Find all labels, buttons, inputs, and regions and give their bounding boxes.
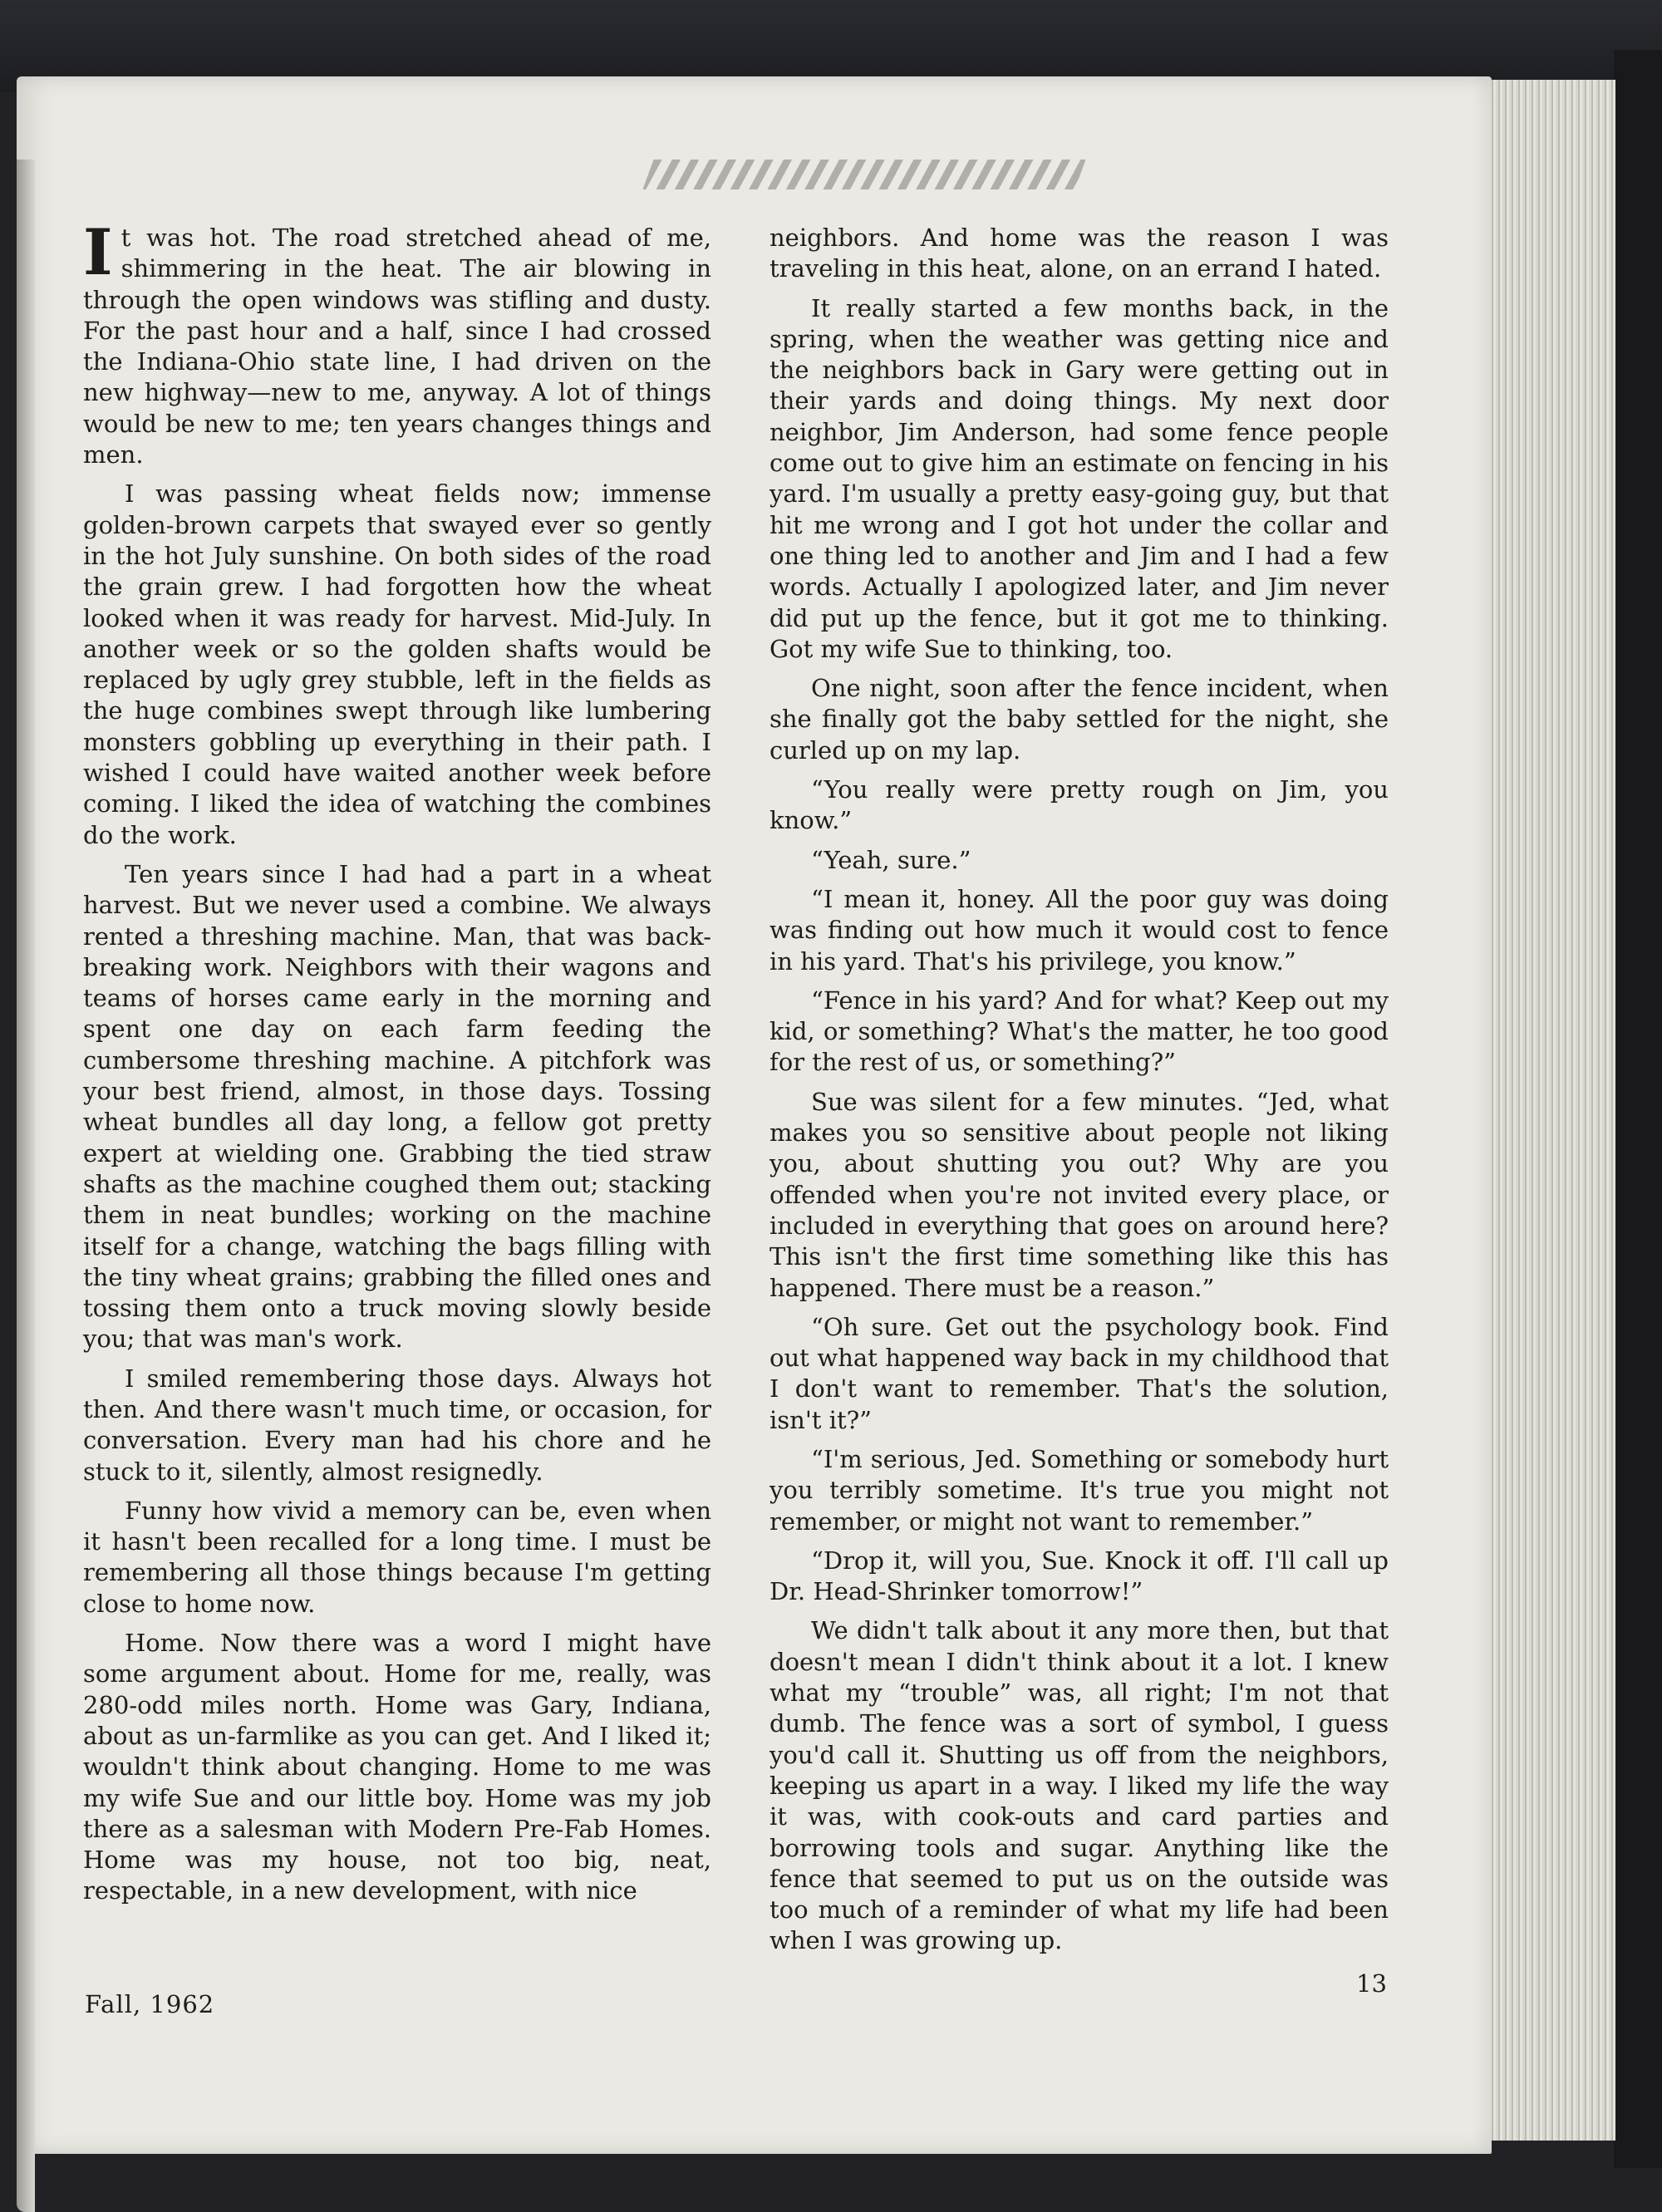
page-stack-edge: [1481, 80, 1615, 2141]
left-text-column: [83, 215, 711, 1915]
paragraph: Funny how vivid a memory can be, even when it hasn't been recalled for a long time. I must be remembering all those things because I'm getting close to home now.: [83, 1496, 711, 1618]
paragraph: “Drop it, will you, Sue. Knock it off. I'll call up Dr. Head-Shrinker tomorrow!”: [770, 1546, 1389, 1606]
drop-cap: I: [83, 215, 113, 289]
paragraph: “I mean it, honey. All the poor guy was doing was finding out how much it would cost to fence in his yard. That's his privilege, you know.”: [770, 884, 1389, 976]
paragraph: Ten years since I had had a part in a wheat harvest. But we never used a combine. We always rented a threshing machine. Man, that was back-breaking work. Neighbors with their wagons and teams of horses came early in the morning and spent one day on each farm feeding the cumbersome threshing machine. A pitchfork was your best friend, almost, in those days. Tossing wheat bundles all day long, a fellow got pretty expert at wielding one. Grabbing the tied straw shafts as the machine coughed them out; stacking them in neat bundles; working on the machine itself for a change, watching the bags filling with the tiny wheat grains; grabbing the filled ones and tossing them onto a truck moving slowly beside you; that was man's work.: [83, 859, 711, 1354]
issue-footer: Fall, 1962: [85, 1990, 215, 2018]
paragraph: neighbors. And home was the reason I was traveling in this heat, alone, on an errand I hated.: [770, 224, 1389, 283]
page-left-curl: [17, 160, 35, 2212]
paragraph: “I'm serious, Jed. Something or somebody hurt you terribly sometime. It's true you might not remember, or might not want to remember.”: [770, 1444, 1389, 1536]
page-number: 13: [1356, 1969, 1387, 1998]
paragraph: “Yeah, sure.”: [811, 845, 971, 874]
paragraph: Sue was silent for a few minutes. “Jed, what makes you so sensitive about people not liking you, about shutting you out? Why are you offended when you're not invited every place, or included in everything that goes on around here? This isn't the first time something like this has happened. There must be a reason.”: [770, 1087, 1389, 1302]
book-back-cover: [1614, 50, 1662, 2168]
paragraph: I was passing wheat fields now; immense golden-brown carpets that swayed ever so gently in the hot July sunshine. On both sides of the road the grain grew. I had forgotten how the wheat looked when it was ready for harvest. Mid-July. In another week or so the golden shafts would be replaced by ugly grey stubble, left in the fields as the huge combines swept through like lumbering monsters gobbling up everything in their path. I wished I could have waited another week before coming. I liked the idea of watching the combines do the work.: [83, 479, 711, 849]
paragraph: “You really were pretty rough on Jim, you know.”: [770, 775, 1389, 835]
paragraph: Home. Now there was a word I might have some argument about. Home for me, really, was 280-odd miles north. Home was Gary, Indiana, about as un-farmlike as you can get. And I liked it; wouldn't think about changing. Home to me was my wife Sue and our little boy. Home was my job there as a salesman with Modern Pre-Fab Homes. Home was my house, not too big, neat, respectable, in a new development, with nice: [83, 1629, 711, 1905]
paragraph: I smiled remembering those days. Always hot then. And there wasn't much time, or occasion, for conversation. Every man had his chore and he stuck to it, silently, almost resignedly.: [83, 1364, 711, 1486]
page-top-smudge: [642, 160, 1085, 189]
paragraph-text: t was hot. The road stretched ahead of me, shimmering in the heat. The air blowing in through the open windows was stifling and dusty. For the past hour and a half, since I had crossed the Indiana-Ohio state line, I had driven on the new highway—new to me, anyway. A lot of things would be new to me; ten years changes things and men.: [83, 224, 711, 469]
paragraph: It really started a few months back, in the spring, when the weather was getting nice and the neighbors back in Gary were getting out in their yards and doing things. My next door neighbor, Jim Anderson, had some fence people come out to give him an estimate on fencing in his yard. I'm usually a pretty easy-going guy, but that hit me wrong and I got hot under the collar and one thing led to another and Jim and I had a few words. Actually I apologized later, and Jim never did put up the fence, but it got me to thinking. Got my wife Sue to thinking, too.: [770, 293, 1389, 663]
paragraph: One night, soon after the fence incident, when she finally got the baby settled for the night, she curled up on my lap.: [770, 674, 1389, 764]
paragraph: [83, 215, 711, 470]
right-text-column: [770, 223, 1389, 1965]
paragraph: “Fence in his yard? And for what? Keep out my kid, or something? What's the matter, he too good for the rest of us, or something?”: [770, 986, 1389, 1077]
paragraph: “Oh sure. Get out the psychology book. Find out what happened way back in my childhood that I don't want to remember. That's the solution, isn't it?”: [770, 1312, 1389, 1434]
paragraph: We didn't talk about it any more then, but that doesn't mean I didn't think about it a lot. I knew what my “trouble” was, all right; I'm not that dumb. The fence was a sort of symbol, I guess you'd call it. Shutting us off from the neighbors, keeping us apart in a way. I liked my life the way it was, with cook-outs and card parties and borrowing tools and sugar. Anything like the fence that seemed to put us on the outside was too much of a reminder of what my life had been when I was growing up.: [770, 1616, 1389, 1955]
